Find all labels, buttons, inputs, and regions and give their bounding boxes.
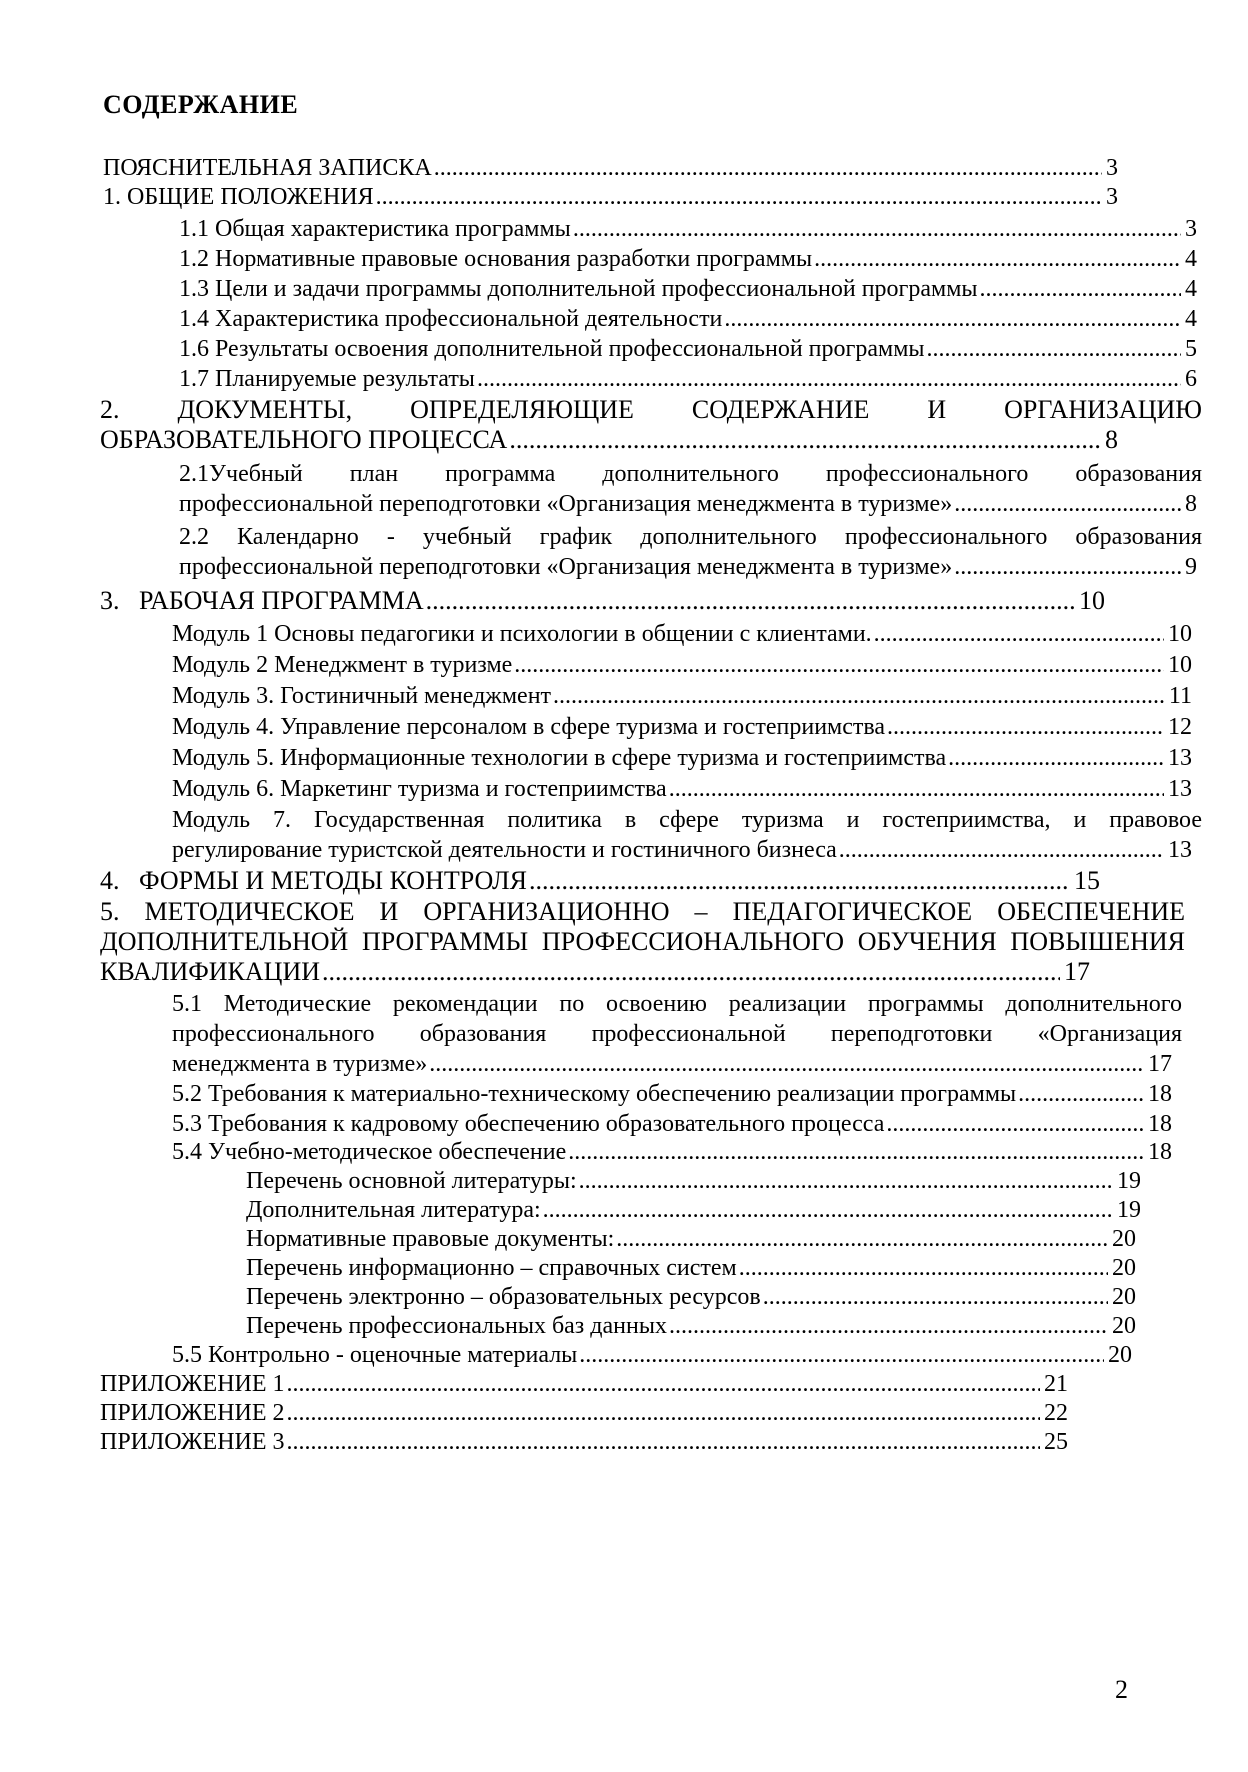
toc-entry-databases[interactable]: Перечень профессиональных баз данных ..... 20 — [246, 1312, 1136, 1341]
toc-entry-5-3[interactable]: 5.3 Требования к кадровому обеспечению образовательного процесса ..... 18 — [172, 1110, 1172, 1139]
toc-entry-module-3[interactable]: Модуль 3. Гостиничный менеджмент ..... 11 — [172, 682, 1192, 711]
toc-entry-5-5[interactable]: 5.5 Контрольно - оценочные материалы ..... 20 — [172, 1341, 1132, 1370]
toc-entry-5-1-line1[interactable]: 5.1 Методические рекомендации по освоению реализации программы дополнительного — [172, 991, 1182, 1017]
toc-entry-e-resources[interactable]: Перечень электронно – образовательных ресурсов ..... 20 — [246, 1283, 1136, 1312]
toc-entry-2-1-line1[interactable]: 2.1Учебный план программа дополнительного профессионального образования — [179, 461, 1202, 487]
toc-entry-section-2-line1[interactable]: 2. ДОКУМЕНТЫ, ОПРЕДЕЛЯЮЩИЕ СОДЕРЖАНИЕ И ОРГАНИЗАЦИЮ — [100, 395, 1202, 424]
toc-entry-module-1[interactable]: Модуль 1 Основы педагогики и психологии в общении с клиентами. ..... 10 — [172, 620, 1192, 649]
toc-entry-section-2[interactable]: ОБРАЗОВАТЕЛЬНОГО ПРОЦЕССА ..... 8 — [100, 425, 1118, 455]
toc-entry-module-2[interactable]: Модуль 2 Менеджмент в туризме ..... 10 — [172, 651, 1192, 680]
toc-entry-appendix-3[interactable]: ПРИЛОЖЕНИЕ 3 ..... 25 — [100, 1428, 1068, 1457]
toc-entry-reference-systems[interactable]: Перечень информационно – справочных систем ..... 20 — [246, 1254, 1136, 1283]
toc-entry-module-7[interactable]: регулирование туристской деятельности и гостиничного бизнеса ..... 13 — [172, 836, 1192, 865]
toc-entry-1-3[interactable]: 1.3 Цели и задачи программы дополнительной профессиональной программы ..... 4 — [179, 275, 1197, 304]
toc-entry-literature-main[interactable]: Перечень основной литературы: ..... 19 — [246, 1167, 1141, 1196]
toc-entry-appendix-1[interactable]: ПРИЛОЖЕНИЕ 1 ..... 21 — [100, 1370, 1068, 1399]
toc-entry-1-1[interactable]: 1.1 Общая характеристика программы ..... 3 — [179, 215, 1197, 244]
toc-entry-section-5[interactable]: КВАЛИФИКАЦИИ ..... 17 — [100, 957, 1090, 987]
toc-entry-section-4[interactable]: 4. ФОРМЫ И МЕТОДЫ КОНТРОЛЯ ..... 15 — [100, 866, 1100, 896]
toc-entry-5-2[interactable]: 5.2 Требования к материально-техническому обеспечению реализации программы ..... 18 — [172, 1080, 1172, 1109]
toc-entry-1-2[interactable]: 1.2 Нормативные правовые основания разработки программы ..... 4 — [179, 245, 1197, 274]
toc-entry-literature-extra[interactable]: Дополнительная литература: ..... 19 — [246, 1196, 1141, 1225]
toc-entry-1-7[interactable]: 1.7 Планируемые результаты ..... 6 — [179, 365, 1197, 394]
toc-entry-appendix-2[interactable]: ПРИЛОЖЕНИЕ 2 ..... 22 — [100, 1399, 1068, 1428]
toc-entry-2-1[interactable]: профессиональной переподготовки «Организация менеджмента в туризме» ..... 8 — [179, 490, 1197, 519]
toc-entry-5-1-line2[interactable]: профессионального образования профессиональной переподготовки «Организация — [172, 1021, 1182, 1047]
page-number: 2 — [1115, 1675, 1128, 1704]
toc-entry-2-2-line1[interactable]: 2.2 Календарно - учебный график дополнительного профессионального образования — [179, 524, 1202, 550]
toc-entry-section-5-line1[interactable]: 5. МЕТОДИЧЕСКОЕ И ОРГАНИЗАЦИОННО – ПЕДАГОГИЧЕСКОЕ ОБЕСПЕЧЕНИЕ — [100, 897, 1185, 926]
toc-entry-section-3[interactable]: 3. РАБОЧАЯ ПРОГРАММА ..... 10 — [100, 586, 1105, 616]
toc-entry-5-4[interactable]: 5.4 Учебно-методическое обеспечение ..... 18 — [172, 1138, 1172, 1167]
toc-entry-module-7-line1[interactable]: Модуль 7. Государственная политика в сфере туризма и гостеприимства, и правовое — [172, 807, 1202, 833]
toc-entry-module-4[interactable]: Модуль 4. Управление персоналом в сфере туризма и гостеприимства ..... 12 — [172, 713, 1192, 742]
toc-entry-1-4[interactable]: 1.4 Характеристика профессиональной деятельности ..... 4 — [179, 305, 1197, 334]
toc-entry-section-5-line2[interactable]: ДОПОЛНИТЕЛЬНОЙ ПРОГРАММЫ ПРОФЕССИОНАЛЬНОГО ОБУЧЕНИЯ ПОВЫШЕНИЯ — [100, 927, 1185, 956]
toc-entry-module-5[interactable]: Модуль 5. Информационные технологии в сфере туризма и гостеприимства ..... 13 — [172, 744, 1192, 773]
toc-entry-5-1[interactable]: менеджмента в туризме» ..... 17 — [172, 1050, 1172, 1079]
toc-entry-section-1[interactable]: 1. ОБЩИЕ ПОЛОЖЕНИЯ ..... 3 — [103, 183, 1118, 212]
toc-entry-module-6[interactable]: Модуль 6. Маркетинг туризма и гостеприимства ..... 13 — [172, 775, 1192, 804]
toc-entry-1-6[interactable]: 1.6 Результаты освоения дополнительной профессиональной программы ..... 5 — [179, 335, 1197, 364]
toc-entry-explanatory-note[interactable]: ПОЯСНИТЕЛЬНАЯ ЗАПИСКА ..... 3 — [103, 154, 1118, 183]
toc-entry-legal-docs[interactable]: Нормативные правовые документы: ..... 20 — [246, 1225, 1136, 1254]
toc-entry-2-2[interactable]: профессиональной переподготовки «Организация менеджмента в туризме» ..... 9 — [179, 553, 1197, 582]
page-title: СОДЕРЖАНИЕ — [103, 90, 299, 119]
